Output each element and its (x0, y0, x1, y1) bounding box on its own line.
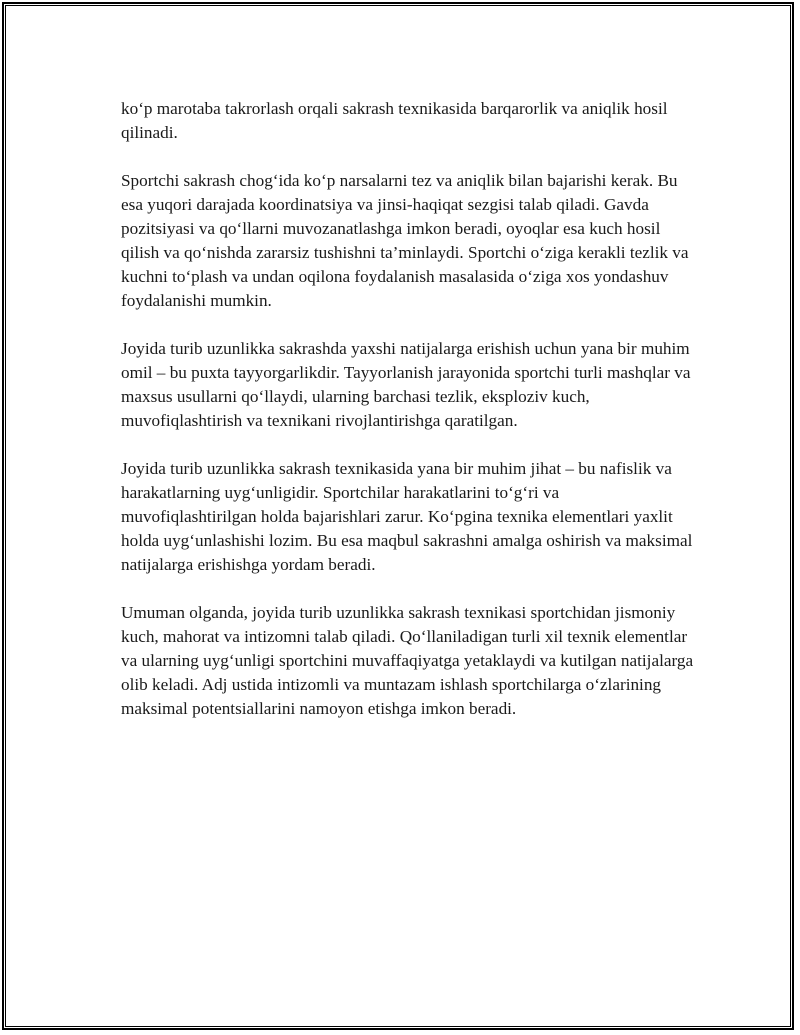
paragraph-4: Joyida turib uzunlikka sakrash texnikasida yana bir muhim jihat – bu nafislik va harakatlarning uyg‘unligidir. Sportchilar harakatlarini to‘g‘ri va muvofiqlashtirilgan holda bajarishlari zarur. Ko‘pgina texnika elementlari yaxlit holda uyg‘unlashishi lozim. Bu esa maqbul sakrashni amalga oshirish va maksimal natijalarga erishishga yordam beradi. (121, 459, 693, 574)
paragraph-5: Umuman olganda, joyida turib uzunlikka sakrash texnikasi sportchidan jismoniy kuch, mahorat va intizomni talab qiladi. Qo‘llaniladigan turli xil texnik elementlar va ularning uyg‘unligi sportchini muvaffaqiyatga yetaklaydi va kutilgan natijalarga olib keladi. Adj ustida intizomli va muntazam ishlash sportchilarga o‘zlarining maksimal potentsiallarini namoyon etishga imkon beradi. (121, 603, 694, 718)
paragraph-2: Sportchi sakrash chog‘ida ko‘p narsalarni tez va aniqlik bilan bajarishi kerak. Bu esa yuqori darajada koordinatsiya va jinsi-haqiqat sezgisi talab qiladi. Gavda pozitsiyasi va qo‘llarni muvozanatlashga imkon beradi, oyoqlar esa kuch hosil qilish va qo‘nishda zararsiz tushishni ta’minlaydi. Sportchi o‘ziga kerakli tezlik va kuchni to‘plash va undan oqilona foydalanish masalasida o‘ziga xos yondashuv foydalanishi mumkin. (121, 171, 689, 310)
page-border (2, 2, 794, 1030)
document-body (121, 97, 696, 745)
paragraph-1: ko‘p marotaba takrorlash orqali sakrash texnikasida barqarorlik va aniqlik hosil qilinadi. (121, 99, 668, 142)
paragraph-3: Joyida turib uzunlikka sakrashda yaxshi natijalarga erishish uchun yana bir muhim omil – bu puxta tayyorgarlikdir. Tayyorlanish jarayonida sportchi turli mashqlar va maxsus usullarni qo‘llaydi, ularning barchasi tezlik, eksploziv kuch, muvofiqlashtirish va texnikani rivojlantirishga qaratilgan. (121, 339, 691, 430)
